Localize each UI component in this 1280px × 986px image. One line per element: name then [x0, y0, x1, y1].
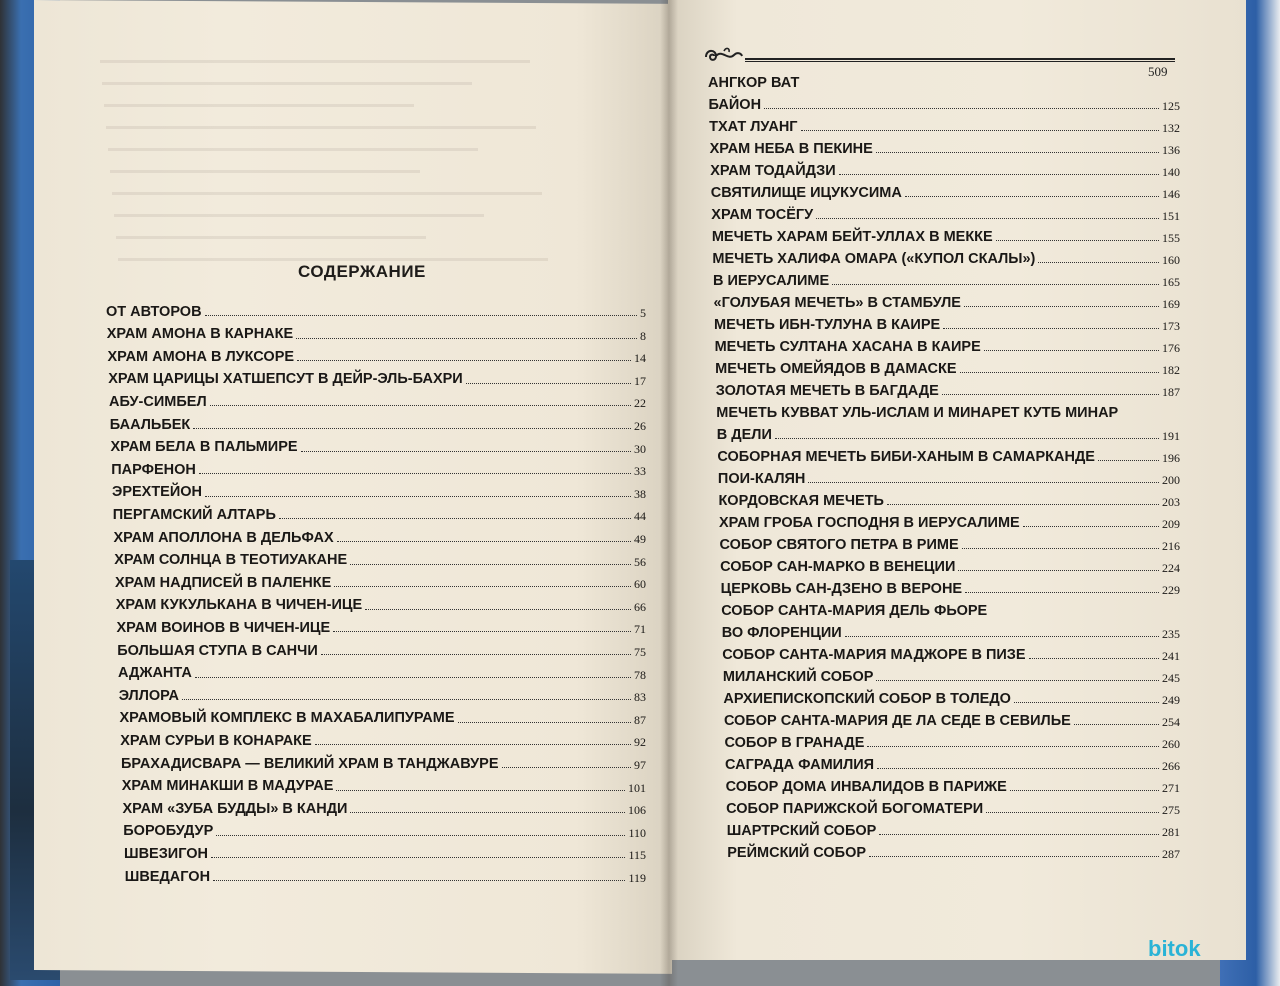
toc-entry-title: АДЖАНТА [118, 665, 192, 682]
toc-entry-title: СОБОР ДОМА ИНВАЛИДОВ В ПАРИЖЕ [725, 778, 1007, 795]
toc-entry-title: ХРАМ АМОНА В ЛУКСОРЕ [107, 348, 295, 365]
toc-entry-page: 140 [1161, 165, 1180, 179]
toc-entry [110, 412, 646, 432]
toc-entry-title: СОБОР САНТА-МАРИЯ ДЕ ЛА СЕДЕ В СЕВИЛЬЕ [723, 712, 1071, 729]
toc-entry [106, 299, 646, 319]
toc-entry [714, 312, 1180, 332]
toc-entry-title: ВО ФЛОРЕНЦИИ [721, 624, 842, 641]
toc-entry-title: МЕЧЕТЬ СУЛТАНА ХАСАНА В КАИРЕ [714, 338, 981, 355]
bleed-line [112, 192, 542, 195]
toc-entry-page: 249 [1161, 693, 1180, 707]
dot-leader [1038, 262, 1159, 263]
toc-entry [726, 796, 1180, 816]
toc-entry [714, 290, 1181, 310]
toc-entry-page: 26 [634, 419, 646, 433]
toc-entry [111, 435, 647, 455]
toc-entry-page: 83 [634, 690, 646, 705]
page-number: 509 [1148, 64, 1168, 79]
toc-entry-title: ЦЕРКОВЬ САН-ДЗЕНО В ВЕРОНЕ [720, 580, 963, 597]
toc-entry-title: ХРАМ БЕЛА В ПАЛЬМИРЕ [110, 439, 298, 456]
toc-entry [124, 841, 646, 861]
toc-entry [119, 683, 646, 703]
toc-entry [717, 444, 1180, 464]
toc-entry [118, 661, 646, 681]
bleed-line [100, 60, 530, 63]
dot-leader [279, 518, 631, 519]
toc-entry-title: ШВЕДАГОН [124, 868, 211, 885]
toc-entry-title: ХРАМ АПОЛЛОНА В ДЕЛЬФАХ [113, 529, 334, 546]
dot-leader [350, 564, 631, 565]
toc-entry-title: САГРАДА ФАМИЛИЯ [725, 756, 875, 773]
dot-leader [877, 768, 1159, 769]
toc-entry-page: 281 [1161, 825, 1180, 839]
toc-entry [107, 322, 646, 342]
toc-entry [708, 70, 1180, 90]
toc-entry-page: 155 [1161, 231, 1180, 245]
toc-entry [711, 202, 1180, 222]
toc-entry-page: 60 [634, 577, 646, 592]
toc-entry-title: БРАХАДИСВАРА — ВЕЛИКИЙ ХРАМ В ТАНДЖАВУРЕ [121, 755, 499, 772]
toc-entry-page: 101 [628, 780, 646, 795]
watermark-logo [1148, 936, 1201, 962]
dot-leader [502, 767, 631, 768]
dot-leader [832, 284, 1159, 285]
toc-entry-title: СОБОР В ГРАНАДЕ [724, 734, 865, 751]
toc-entry-page: 275 [1161, 803, 1180, 817]
toc-entry [723, 686, 1180, 706]
dot-leader [1074, 724, 1159, 725]
toc-entry [711, 180, 1180, 200]
toc-entry [710, 136, 1180, 156]
dot-leader [199, 473, 631, 474]
toc-entry [721, 598, 1180, 618]
toc-entry-title: ХРАМОВЫЙ КОМПЛЕКС В МАХАБАЛИПУРАМЕ [119, 710, 455, 727]
toc-entry-title: ОТ АВТОРОВ [106, 303, 202, 320]
toc-entry-page: 78 [634, 667, 646, 682]
toc-entry-title: ЭРЕХТЕЙОН [112, 484, 203, 501]
toc-entry [724, 708, 1180, 728]
bleed-line [108, 148, 478, 151]
toc-entry-title: СОБОР САНТА-МАРИЯ ДЕЛЬ ФЬОРЕ [721, 602, 988, 619]
toc-entry [725, 752, 1180, 772]
toc-entry-page: 5 [640, 306, 646, 320]
toc-entry-title: БОРОБУДУР [123, 823, 214, 840]
toc-entry [113, 502, 646, 522]
dot-leader [213, 880, 625, 881]
toc-entry [114, 548, 646, 568]
toc-entry-page: 136 [1161, 143, 1180, 157]
dot-leader [182, 699, 631, 700]
toc-entry [125, 864, 646, 884]
dot-leader [775, 438, 1159, 439]
toc-entry-page: 71 [634, 622, 646, 637]
toc-entry-title: ХРАМ СУРЬИ В КОНАРАКЕ [120, 732, 312, 749]
toc-entry-title: В ИЕРУСАЛИМЕ [712, 272, 830, 289]
toc-entry-page: 132 [1161, 121, 1180, 135]
toc-entry-page: 271 [1161, 781, 1180, 795]
toc-entry [715, 334, 1180, 354]
dot-leader [337, 541, 631, 542]
toc-entry-page: 229 [1161, 583, 1180, 597]
dot-leader [296, 338, 637, 339]
dot-leader [321, 654, 631, 655]
toc-entry-title: ХРАМ «ЗУБА БУДДЫ» В КАНДИ [122, 800, 348, 817]
toc-entry-title: РЕЙМСКИЙ СОБОР [727, 844, 867, 861]
toc-entry [721, 576, 1180, 596]
toc-entry-title: МИЛАНСКИЙ СОБОР [722, 668, 874, 685]
toc-entry-page: 216 [1161, 539, 1180, 553]
toc-entry [117, 615, 647, 635]
dot-leader [876, 680, 1159, 681]
toc-entry-title: ШВЕЗИГОН [124, 845, 208, 862]
toc-entry [717, 422, 1180, 442]
toc-entry-page: 106 [628, 803, 646, 818]
toc-entry [709, 92, 1180, 112]
toc-entry-page: 75 [634, 645, 646, 659]
dot-leader [867, 746, 1159, 747]
dot-leader [350, 812, 625, 813]
dot-leader [216, 835, 625, 836]
toc-entry [722, 642, 1180, 662]
toc-entry [710, 158, 1180, 178]
toc-entry-page: 176 [1161, 341, 1180, 355]
toc-entry-title: ХРАМ ТОДАЙДЗИ [710, 162, 836, 179]
toc-entry-title: ТХАТ ЛУАНГ [709, 118, 798, 135]
toc-entry-page: 266 [1161, 759, 1180, 773]
toc-entry-page: 33 [634, 464, 646, 479]
toc-entry-title: ЗОЛОТАЯ МЕЧЕТЬ В БАГДАДЕ [715, 382, 939, 399]
dot-leader [879, 834, 1159, 835]
toc-entry [725, 730, 1181, 750]
dot-leader [315, 744, 631, 745]
toc-entry-page: 119 [628, 871, 646, 885]
dot-leader [816, 218, 1159, 219]
toc-entry-title: МЕЧЕТЬ ХАРАМ БЕЙТ-УЛЛАХ В МЕККЕ [711, 228, 993, 245]
dot-leader [887, 504, 1159, 505]
toc-entry [727, 818, 1180, 838]
toc-entry-page: 191 [1161, 429, 1180, 443]
toc-entry-page: 260 [1162, 737, 1180, 751]
dot-leader [869, 856, 1159, 857]
toc-entry-title: ХРАМ АМОНА В КАРНАКЕ [106, 326, 294, 343]
dot-leader [943, 328, 1159, 329]
dot-leader [801, 130, 1159, 131]
toc-entry-page: 151 [1161, 209, 1180, 223]
toc-entry-page: 49 [634, 532, 646, 546]
dot-leader [1029, 658, 1159, 659]
toc-entry-title: СОБОР СВЯТОГО ПЕТРА В РИМЕ [719, 536, 959, 553]
dot-leader [876, 152, 1159, 153]
bleed-line [110, 170, 420, 173]
dot-leader [962, 548, 1159, 549]
toc-entry-page: 44 [634, 509, 646, 524]
toc-entry-title: ХРАМ КУКУЛЬКАНА В ЧИЧЕН-ИЦЕ [115, 597, 363, 614]
toc-entry-title: ХРАМ МИНАКШИ В МАДУРАЕ [121, 778, 334, 795]
toc-entry-page: 254 [1161, 715, 1180, 729]
toc-entry [722, 620, 1180, 640]
toc-entry-title: ХРАМ СОЛНЦА В ТЕОТИУАКАНЕ [114, 552, 348, 569]
toc-entry [716, 400, 1180, 420]
toc-entry-page: 200 [1161, 473, 1180, 487]
toc-entry-page: 87 [634, 712, 646, 727]
toc-entry [123, 819, 646, 839]
toc-entry-title: ХРАМ ВОИНОВ В ЧИЧЕН-ИЦЕ [116, 619, 331, 636]
toc-entry [120, 728, 646, 748]
toc-entry-page: 224 [1161, 561, 1180, 575]
toc-entry-page: 22 [634, 396, 646, 411]
toc-entry-title: СОБОРНАЯ МЕЧЕТЬ БИБИ-ХАНЫМ В САМАРКАНДЕ [717, 448, 1095, 465]
toc-entry [116, 593, 646, 613]
toc-entry-title: ХРАМ ЦАРИЦЫ ХАТШЕПСУТ В ДЕЙР-ЭЛЬ-БАХРИ [108, 371, 463, 388]
toc-entry [112, 480, 646, 500]
spine-shadow [660, 0, 678, 986]
toc-entry-page: 110 [628, 825, 646, 840]
toc-entry-page: 115 [628, 848, 646, 863]
toc-entry-title: МЕЧЕТЬ ХАЛИФА ОМАРА («КУПОЛ СКАЛЫ») [712, 250, 1036, 267]
toc-entry [108, 344, 647, 364]
toc-entry-page: 125 [1161, 99, 1180, 113]
dot-leader [960, 372, 1159, 373]
toc-entry-page: 165 [1161, 275, 1180, 289]
toc-entry-page: 14 [634, 351, 646, 366]
toc-entry-title: ПЕРГАМСКИЙ АЛТАРЬ [112, 506, 276, 523]
toc-entry-title: СОБОР ПАРИЖСКОЙ БОГОМАТЕРИ [726, 800, 984, 817]
toc-entry-page: 92 [634, 735, 646, 750]
toc-entry-title: АРХИЕПИСКОПСКИЙ СОБОР В ТОЛЕДО [723, 690, 1011, 707]
toc-entry-title: ШАРТРСКИЙ СОБОР [726, 822, 877, 839]
toc-entry [709, 114, 1180, 134]
toc-entry-page: 196 [1161, 451, 1180, 465]
toc-entry-page: 169 [1162, 297, 1180, 311]
toc-entry [720, 532, 1180, 552]
toc-entry-title: МЕЧЕТЬ ИБН-ТУЛУНА В КАИРЕ [714, 316, 941, 333]
dot-leader [193, 428, 631, 429]
dot-leader [334, 586, 631, 587]
toc-entry-page: 245 [1161, 671, 1180, 685]
toc-entry-page: 287 [1162, 847, 1180, 861]
toc-entry-page: 203 [1161, 495, 1180, 509]
dot-leader [1014, 702, 1159, 703]
ornament-icon [702, 45, 744, 67]
toc-entry [716, 378, 1180, 398]
toc-entry [726, 774, 1180, 794]
toc-entry-page: 182 [1161, 363, 1180, 377]
toc-entry-title: АНГКОР ВАТ [708, 74, 800, 91]
toc-title: СОДЕРЖАНИЕ [298, 262, 426, 281]
toc-entry [120, 706, 647, 726]
toc-entry [713, 268, 1180, 288]
dot-leader [905, 196, 1159, 197]
bleed-line [104, 104, 414, 107]
toc-entry-page: 235 [1162, 627, 1180, 641]
toc-entry-page: 30 [634, 441, 646, 456]
dot-leader [336, 790, 625, 791]
dot-leader [764, 108, 1159, 109]
toc-entry [117, 638, 646, 658]
toc-entry-title: ХРАМ ГРОБА ГОСПОДНЯ В ИЕРУСАЛИМЕ [719, 514, 1020, 531]
dot-leader [210, 405, 631, 406]
toc-entry [114, 525, 647, 545]
toc-entry-title: В ДЕЛИ [716, 426, 772, 443]
dot-leader [466, 383, 631, 384]
toc-entry-page: 8 [640, 328, 646, 343]
header-rule [745, 58, 1175, 62]
dot-leader [1098, 460, 1159, 461]
dot-leader [958, 570, 1159, 571]
toc-entry-page: 173 [1161, 319, 1180, 333]
toc-entry-page: 97 [634, 758, 646, 772]
dot-leader [942, 394, 1159, 395]
dot-leader [301, 451, 631, 452]
toc-entry-page: 241 [1161, 649, 1180, 663]
toc-entry-title: СВЯТИЛИЩЕ ИЦУКУСИМА [710, 184, 902, 201]
toc-entry [719, 510, 1180, 530]
toc-entry-title: БОЛЬШАЯ СТУПА В САНЧИ [117, 642, 318, 659]
dot-leader [1010, 790, 1159, 791]
toc-entry-page: 38 [634, 486, 646, 501]
watermark-text: bitok [1148, 936, 1201, 961]
dot-leader [996, 240, 1159, 241]
toc-entry-page: 66 [634, 599, 646, 614]
toc-entry-title: СОБОР САН-МАРКО В ВЕНЕЦИИ [720, 558, 956, 575]
toc-entry-page: 146 [1162, 187, 1180, 201]
dot-leader [845, 636, 1159, 637]
toc-entry-title: БААЛЬБЕК [109, 416, 191, 433]
dot-leader [986, 812, 1159, 813]
toc-entry [720, 554, 1180, 574]
dot-leader [839, 174, 1159, 175]
toc-entry [121, 751, 646, 771]
toc-entry-page: 17 [634, 373, 646, 388]
toc-entry-page: 187 [1161, 385, 1180, 399]
bleed-line [118, 258, 548, 261]
dot-leader [297, 360, 631, 361]
dot-leader [808, 482, 1159, 483]
dot-leader [211, 857, 625, 858]
toc-entry-title: ПАРФЕНОН [111, 461, 196, 478]
toc-entry [123, 796, 647, 816]
toc-entry [718, 466, 1180, 486]
toc-entry-title: ХРАМ НЕБА В ПЕКИНЕ [709, 140, 873, 157]
toc-entry [715, 356, 1180, 376]
dot-leader [195, 677, 631, 678]
toc-entry [712, 246, 1180, 266]
toc-entry [723, 664, 1180, 684]
toc-entry-title: ЭЛЛОРА [118, 687, 180, 704]
dot-leader [458, 722, 631, 723]
bleed-line [116, 236, 426, 239]
bleed-line [102, 82, 472, 85]
toc-entry [109, 389, 646, 409]
toc-entry-title: ХРАМ ТОСЁГУ [711, 206, 814, 223]
toc-entry-title: ХРАМ НАДПИСЕЙ В ПАЛЕНКЕ [115, 574, 332, 591]
dot-leader [333, 631, 631, 632]
toc-entry [718, 488, 1180, 508]
dot-leader [205, 315, 637, 316]
toc-entry [111, 457, 646, 477]
toc-entry [122, 774, 646, 794]
dot-leader [984, 350, 1159, 351]
toc-entry-page: 56 [634, 554, 646, 569]
toc-entry-page: 160 [1161, 253, 1180, 267]
dot-leader [365, 609, 631, 610]
dot-leader [1023, 526, 1159, 527]
toc-entry-title: БАЙОН [708, 96, 762, 113]
toc-entry-title: МЕЧЕТЬ ОМЕЙЯДОВ В ДАМАСКЕ [715, 360, 957, 377]
toc-entry-title: ПОИ-КАЛЯН [717, 470, 806, 487]
toc-entry [108, 367, 646, 387]
bleed-line [106, 126, 536, 129]
toc-entry-title: АБУ-СИМБЕЛ [109, 393, 207, 410]
dot-leader [964, 306, 1159, 307]
toc-entry-title: КОРДОВСКАЯ МЕЧЕТЬ [718, 492, 884, 509]
toc-entry-title: «ГОЛУБАЯ МЕЧЕТЬ» В СТАМБУЛЕ [713, 294, 961, 311]
dot-leader [965, 592, 1159, 593]
bleed-line [114, 214, 484, 217]
toc-entry-title: МЕЧЕТЬ КУВВАТ УЛЬ-ИСЛАМ И МИНАРЕТ КУТБ МИНАР [716, 404, 1119, 421]
dot-leader [205, 496, 631, 497]
toc-entry [115, 570, 646, 590]
toc-entry [727, 840, 1180, 860]
toc-entry-title: СОБОР САНТА-МАРИЯ МАДЖОРЕ В ПИЗЕ [722, 646, 1026, 663]
toc-entry [712, 224, 1180, 244]
toc-entry-page: 209 [1162, 517, 1180, 531]
